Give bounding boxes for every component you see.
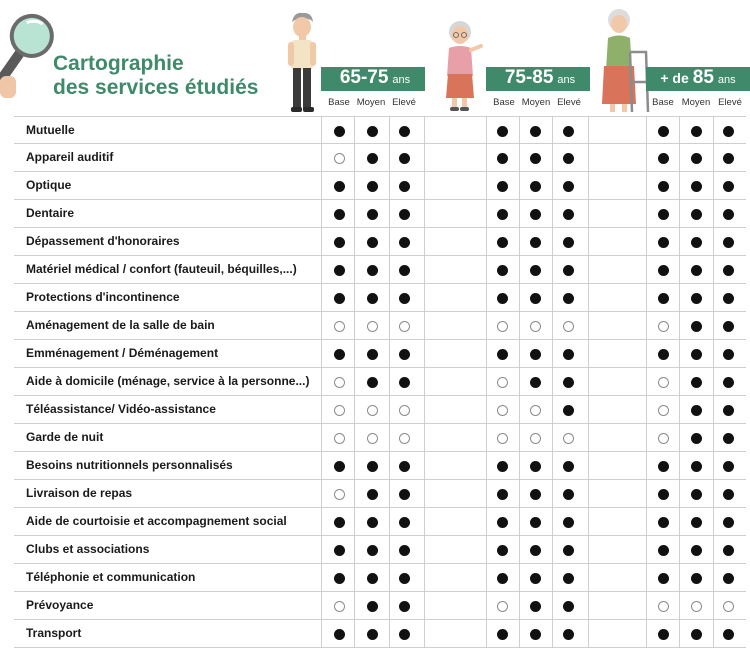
filled-dot-icon <box>497 573 508 584</box>
filled-dot-icon <box>367 237 378 248</box>
empty-dot-icon <box>497 405 508 416</box>
filled-dot-icon <box>658 349 669 360</box>
filled-dot-icon <box>399 517 410 528</box>
level-label-eleve: Elevé <box>718 97 742 108</box>
filled-dot-icon <box>399 349 410 360</box>
filled-dot-icon <box>691 181 702 192</box>
filled-dot-icon <box>334 265 345 276</box>
filled-dot-icon <box>497 265 508 276</box>
filled-dot-icon <box>723 489 734 500</box>
service-label: Besoins nutritionnels personnalisés <box>26 458 233 472</box>
table-row <box>14 284 746 312</box>
filled-dot-icon <box>334 349 345 360</box>
filled-dot-icon <box>530 377 541 388</box>
filled-dot-icon <box>399 265 410 276</box>
filled-dot-icon <box>399 629 410 640</box>
man-icon <box>284 10 320 114</box>
filled-dot-icon <box>399 153 410 164</box>
filled-dot-icon <box>530 629 541 640</box>
filled-dot-icon <box>723 126 734 137</box>
filled-dot-icon <box>530 237 541 248</box>
column-divider <box>519 116 520 648</box>
filled-dot-icon <box>691 573 702 584</box>
filled-dot-icon <box>530 181 541 192</box>
empty-dot-icon <box>691 601 702 612</box>
empty-dot-icon <box>563 433 574 444</box>
filled-dot-icon <box>334 629 345 640</box>
filled-dot-icon <box>367 181 378 192</box>
filled-dot-icon <box>723 321 734 332</box>
table-header <box>0 0 750 116</box>
service-label: Téléphonie et communication <box>26 570 196 584</box>
filled-dot-icon <box>530 517 541 528</box>
filled-dot-icon <box>334 181 345 192</box>
filled-dot-icon <box>723 517 734 528</box>
filled-dot-icon <box>497 181 508 192</box>
service-label: Clubs et associations <box>26 542 150 556</box>
empty-dot-icon <box>658 601 669 612</box>
empty-dot-icon <box>334 321 345 332</box>
table-row <box>14 536 746 564</box>
table-row <box>14 564 746 592</box>
filled-dot-icon <box>399 126 410 137</box>
service-label: Emménagement / Déménagement <box>26 346 219 360</box>
filled-dot-icon <box>563 181 574 192</box>
filled-dot-icon <box>658 153 669 164</box>
empty-dot-icon <box>399 321 410 332</box>
filled-dot-icon <box>497 517 508 528</box>
filled-dot-icon <box>658 126 669 137</box>
filled-dot-icon <box>658 489 669 500</box>
filled-dot-icon <box>367 126 378 137</box>
filled-dot-icon <box>367 629 378 640</box>
filled-dot-icon <box>334 293 345 304</box>
filled-dot-icon <box>723 293 734 304</box>
filled-dot-icon <box>658 209 669 220</box>
filled-dot-icon <box>563 601 574 612</box>
filled-dot-icon <box>723 433 734 444</box>
filled-dot-icon <box>497 629 508 640</box>
age-group-65-75 <box>321 67 425 91</box>
empty-dot-icon <box>334 153 345 164</box>
filled-dot-icon <box>658 237 669 248</box>
empty-dot-icon <box>723 601 734 612</box>
filled-dot-icon <box>563 573 574 584</box>
empty-dot-icon <box>497 377 508 388</box>
empty-dot-icon <box>399 433 410 444</box>
filled-dot-icon <box>530 461 541 472</box>
filled-dot-icon <box>658 461 669 472</box>
service-label: Garde de nuit <box>26 430 104 444</box>
empty-dot-icon <box>530 321 541 332</box>
level-label-eleve: Elevé <box>557 97 581 108</box>
age-group-75-85 <box>486 67 590 91</box>
column-divider <box>486 116 487 648</box>
filled-dot-icon <box>691 629 702 640</box>
empty-dot-icon <box>334 601 345 612</box>
table-row <box>14 312 746 340</box>
filled-dot-icon <box>563 489 574 500</box>
filled-dot-icon <box>334 461 345 472</box>
filled-dot-icon <box>334 573 345 584</box>
empty-dot-icon <box>658 321 669 332</box>
filled-dot-icon <box>658 293 669 304</box>
filled-dot-icon <box>399 489 410 500</box>
title-line-2: des services étudiés <box>53 76 259 99</box>
page-title <box>53 52 258 100</box>
filled-dot-icon <box>367 601 378 612</box>
filled-dot-icon <box>367 461 378 472</box>
column-divider <box>588 116 589 648</box>
empty-dot-icon <box>497 601 508 612</box>
filled-dot-icon <box>691 461 702 472</box>
filled-dot-icon <box>658 573 669 584</box>
level-label-moyen: Moyen <box>521 97 551 108</box>
table-row <box>14 172 746 200</box>
filled-dot-icon <box>399 377 410 388</box>
column-divider <box>679 116 680 648</box>
filled-dot-icon <box>497 153 508 164</box>
column-divider <box>389 116 390 648</box>
filled-dot-icon <box>691 517 702 528</box>
empty-dot-icon <box>334 377 345 388</box>
age-group-range: 75-85 <box>504 67 554 88</box>
magnifier-icon <box>0 12 55 102</box>
filled-dot-icon <box>530 126 541 137</box>
empty-dot-icon <box>334 433 345 444</box>
empty-dot-icon <box>367 433 378 444</box>
filled-dot-icon <box>723 377 734 388</box>
filled-dot-icon <box>334 126 345 137</box>
table-row <box>14 368 746 396</box>
filled-dot-icon <box>658 265 669 276</box>
filled-dot-icon <box>658 545 669 556</box>
empty-dot-icon <box>399 405 410 416</box>
filled-dot-icon <box>367 573 378 584</box>
filled-dot-icon <box>723 181 734 192</box>
service-label: Livraison de repas <box>26 486 133 500</box>
filled-dot-icon <box>691 237 702 248</box>
table-row <box>14 424 746 452</box>
empty-dot-icon <box>658 433 669 444</box>
age-group-suffix: ans <box>392 74 411 86</box>
filled-dot-icon <box>367 265 378 276</box>
service-label: Aide de courtoisie et accompagnement social <box>26 514 287 528</box>
filled-dot-icon <box>334 209 345 220</box>
filled-dot-icon <box>723 405 734 416</box>
filled-dot-icon <box>367 545 378 556</box>
table-row <box>14 508 746 536</box>
age-group-suffix: ans <box>557 74 576 86</box>
filled-dot-icon <box>367 349 378 360</box>
table-row <box>14 256 746 284</box>
filled-dot-icon <box>367 517 378 528</box>
filled-dot-icon <box>563 265 574 276</box>
service-label: Dentaire <box>26 206 75 220</box>
filled-dot-icon <box>399 601 410 612</box>
service-label: Mutuelle <box>26 123 75 137</box>
filled-dot-icon <box>691 293 702 304</box>
service-label: Optique <box>26 178 72 192</box>
filled-dot-icon <box>399 545 410 556</box>
filled-dot-icon <box>691 321 702 332</box>
filled-dot-icon <box>530 545 541 556</box>
table-row <box>14 116 746 144</box>
service-label: Dépassement d'honoraires <box>26 234 180 248</box>
filled-dot-icon <box>530 293 541 304</box>
level-label-eleve: Elevé <box>392 97 416 108</box>
filled-dot-icon <box>367 153 378 164</box>
filled-dot-icon <box>530 601 541 612</box>
filled-dot-icon <box>367 377 378 388</box>
filled-dot-icon <box>334 545 345 556</box>
filled-dot-icon <box>399 293 410 304</box>
empty-dot-icon <box>367 405 378 416</box>
filled-dot-icon <box>691 405 702 416</box>
filled-dot-icon <box>658 629 669 640</box>
service-label: Matériel médical / confort (fauteuil, béquilles,...) <box>26 262 297 276</box>
service-label: Transport <box>26 626 82 640</box>
filled-dot-icon <box>399 573 410 584</box>
table-row <box>14 480 746 508</box>
filled-dot-icon <box>691 349 702 360</box>
woman-icon <box>443 20 485 112</box>
filled-dot-icon <box>723 629 734 640</box>
table-row <box>14 620 746 648</box>
title-line-1: Cartographie <box>53 52 184 75</box>
filled-dot-icon <box>399 237 410 248</box>
filled-dot-icon <box>691 377 702 388</box>
filled-dot-icon <box>497 489 508 500</box>
filled-dot-icon <box>723 209 734 220</box>
level-label-base: Base <box>493 97 515 108</box>
empty-dot-icon <box>530 433 541 444</box>
filled-dot-icon <box>691 545 702 556</box>
level-label-moyen: Moyen <box>356 97 386 108</box>
filled-dot-icon <box>723 153 734 164</box>
filled-dot-icon <box>563 293 574 304</box>
filled-dot-icon <box>530 489 541 500</box>
filled-dot-icon <box>691 153 702 164</box>
age-group-prefix: + de <box>660 70 689 86</box>
empty-dot-icon <box>497 321 508 332</box>
filled-dot-icon <box>367 489 378 500</box>
filled-dot-icon <box>367 209 378 220</box>
service-label: Aménagement de la salle de bain <box>26 318 215 332</box>
filled-dot-icon <box>723 349 734 360</box>
filled-dot-icon <box>563 405 574 416</box>
age-group-suffix: ans <box>717 74 736 86</box>
empty-dot-icon <box>367 321 378 332</box>
empty-dot-icon <box>658 377 669 388</box>
level-label-moyen: Moyen <box>681 97 711 108</box>
filled-dot-icon <box>691 209 702 220</box>
column-divider <box>321 116 322 648</box>
filled-dot-icon <box>334 517 345 528</box>
filled-dot-icon <box>367 293 378 304</box>
filled-dot-icon <box>497 293 508 304</box>
table-row <box>14 592 746 620</box>
column-divider <box>424 116 425 648</box>
table-row <box>14 200 746 228</box>
level-label-base: Base <box>328 97 350 108</box>
filled-dot-icon <box>497 545 508 556</box>
filled-dot-icon <box>723 461 734 472</box>
filled-dot-icon <box>658 181 669 192</box>
empty-dot-icon <box>334 489 345 500</box>
filled-dot-icon <box>563 517 574 528</box>
empty-dot-icon <box>530 405 541 416</box>
table-row <box>14 396 746 424</box>
elderly-woman-walker-icon <box>600 8 650 116</box>
service-label: Prévoyance <box>26 598 94 612</box>
filled-dot-icon <box>723 237 734 248</box>
filled-dot-icon <box>399 209 410 220</box>
empty-dot-icon <box>563 321 574 332</box>
filled-dot-icon <box>691 126 702 137</box>
filled-dot-icon <box>563 153 574 164</box>
filled-dot-icon <box>723 573 734 584</box>
filled-dot-icon <box>563 545 574 556</box>
filled-dot-icon <box>691 489 702 500</box>
filled-dot-icon <box>399 461 410 472</box>
column-divider <box>646 116 647 648</box>
filled-dot-icon <box>530 153 541 164</box>
empty-dot-icon <box>334 405 345 416</box>
filled-dot-icon <box>334 237 345 248</box>
filled-dot-icon <box>530 349 541 360</box>
filled-dot-icon <box>563 209 574 220</box>
filled-dot-icon <box>563 349 574 360</box>
table-row <box>14 144 746 172</box>
table-row <box>14 228 746 256</box>
table-row <box>14 452 746 480</box>
empty-dot-icon <box>497 433 508 444</box>
level-label-base: Base <box>652 97 674 108</box>
filled-dot-icon <box>530 573 541 584</box>
age-group-range: 85 <box>692 67 714 88</box>
filled-dot-icon <box>563 126 574 137</box>
filled-dot-icon <box>563 377 574 388</box>
filled-dot-icon <box>563 237 574 248</box>
filled-dot-icon <box>691 433 702 444</box>
filled-dot-icon <box>399 181 410 192</box>
column-divider <box>552 116 553 648</box>
age-group-85-plus <box>646 67 750 91</box>
empty-dot-icon <box>658 405 669 416</box>
filled-dot-icon <box>658 517 669 528</box>
filled-dot-icon <box>497 237 508 248</box>
filled-dot-icon <box>723 265 734 276</box>
filled-dot-icon <box>497 209 508 220</box>
filled-dot-icon <box>563 461 574 472</box>
table-row <box>14 340 746 368</box>
service-label: Aide à domicile (ménage, service à la personne...) <box>26 374 310 388</box>
filled-dot-icon <box>530 209 541 220</box>
service-label: Protections d'incontinence <box>26 290 180 304</box>
filled-dot-icon <box>691 265 702 276</box>
filled-dot-icon <box>497 349 508 360</box>
filled-dot-icon <box>497 126 508 137</box>
service-label: Téléassistance/ Vidéo-assistance <box>26 402 216 416</box>
filled-dot-icon <box>563 629 574 640</box>
filled-dot-icon <box>497 461 508 472</box>
column-divider <box>354 116 355 648</box>
age-group-range: 65-75 <box>339 67 389 88</box>
filled-dot-icon <box>530 265 541 276</box>
service-label: Appareil auditif <box>26 150 114 164</box>
column-divider <box>713 116 714 648</box>
filled-dot-icon <box>723 545 734 556</box>
